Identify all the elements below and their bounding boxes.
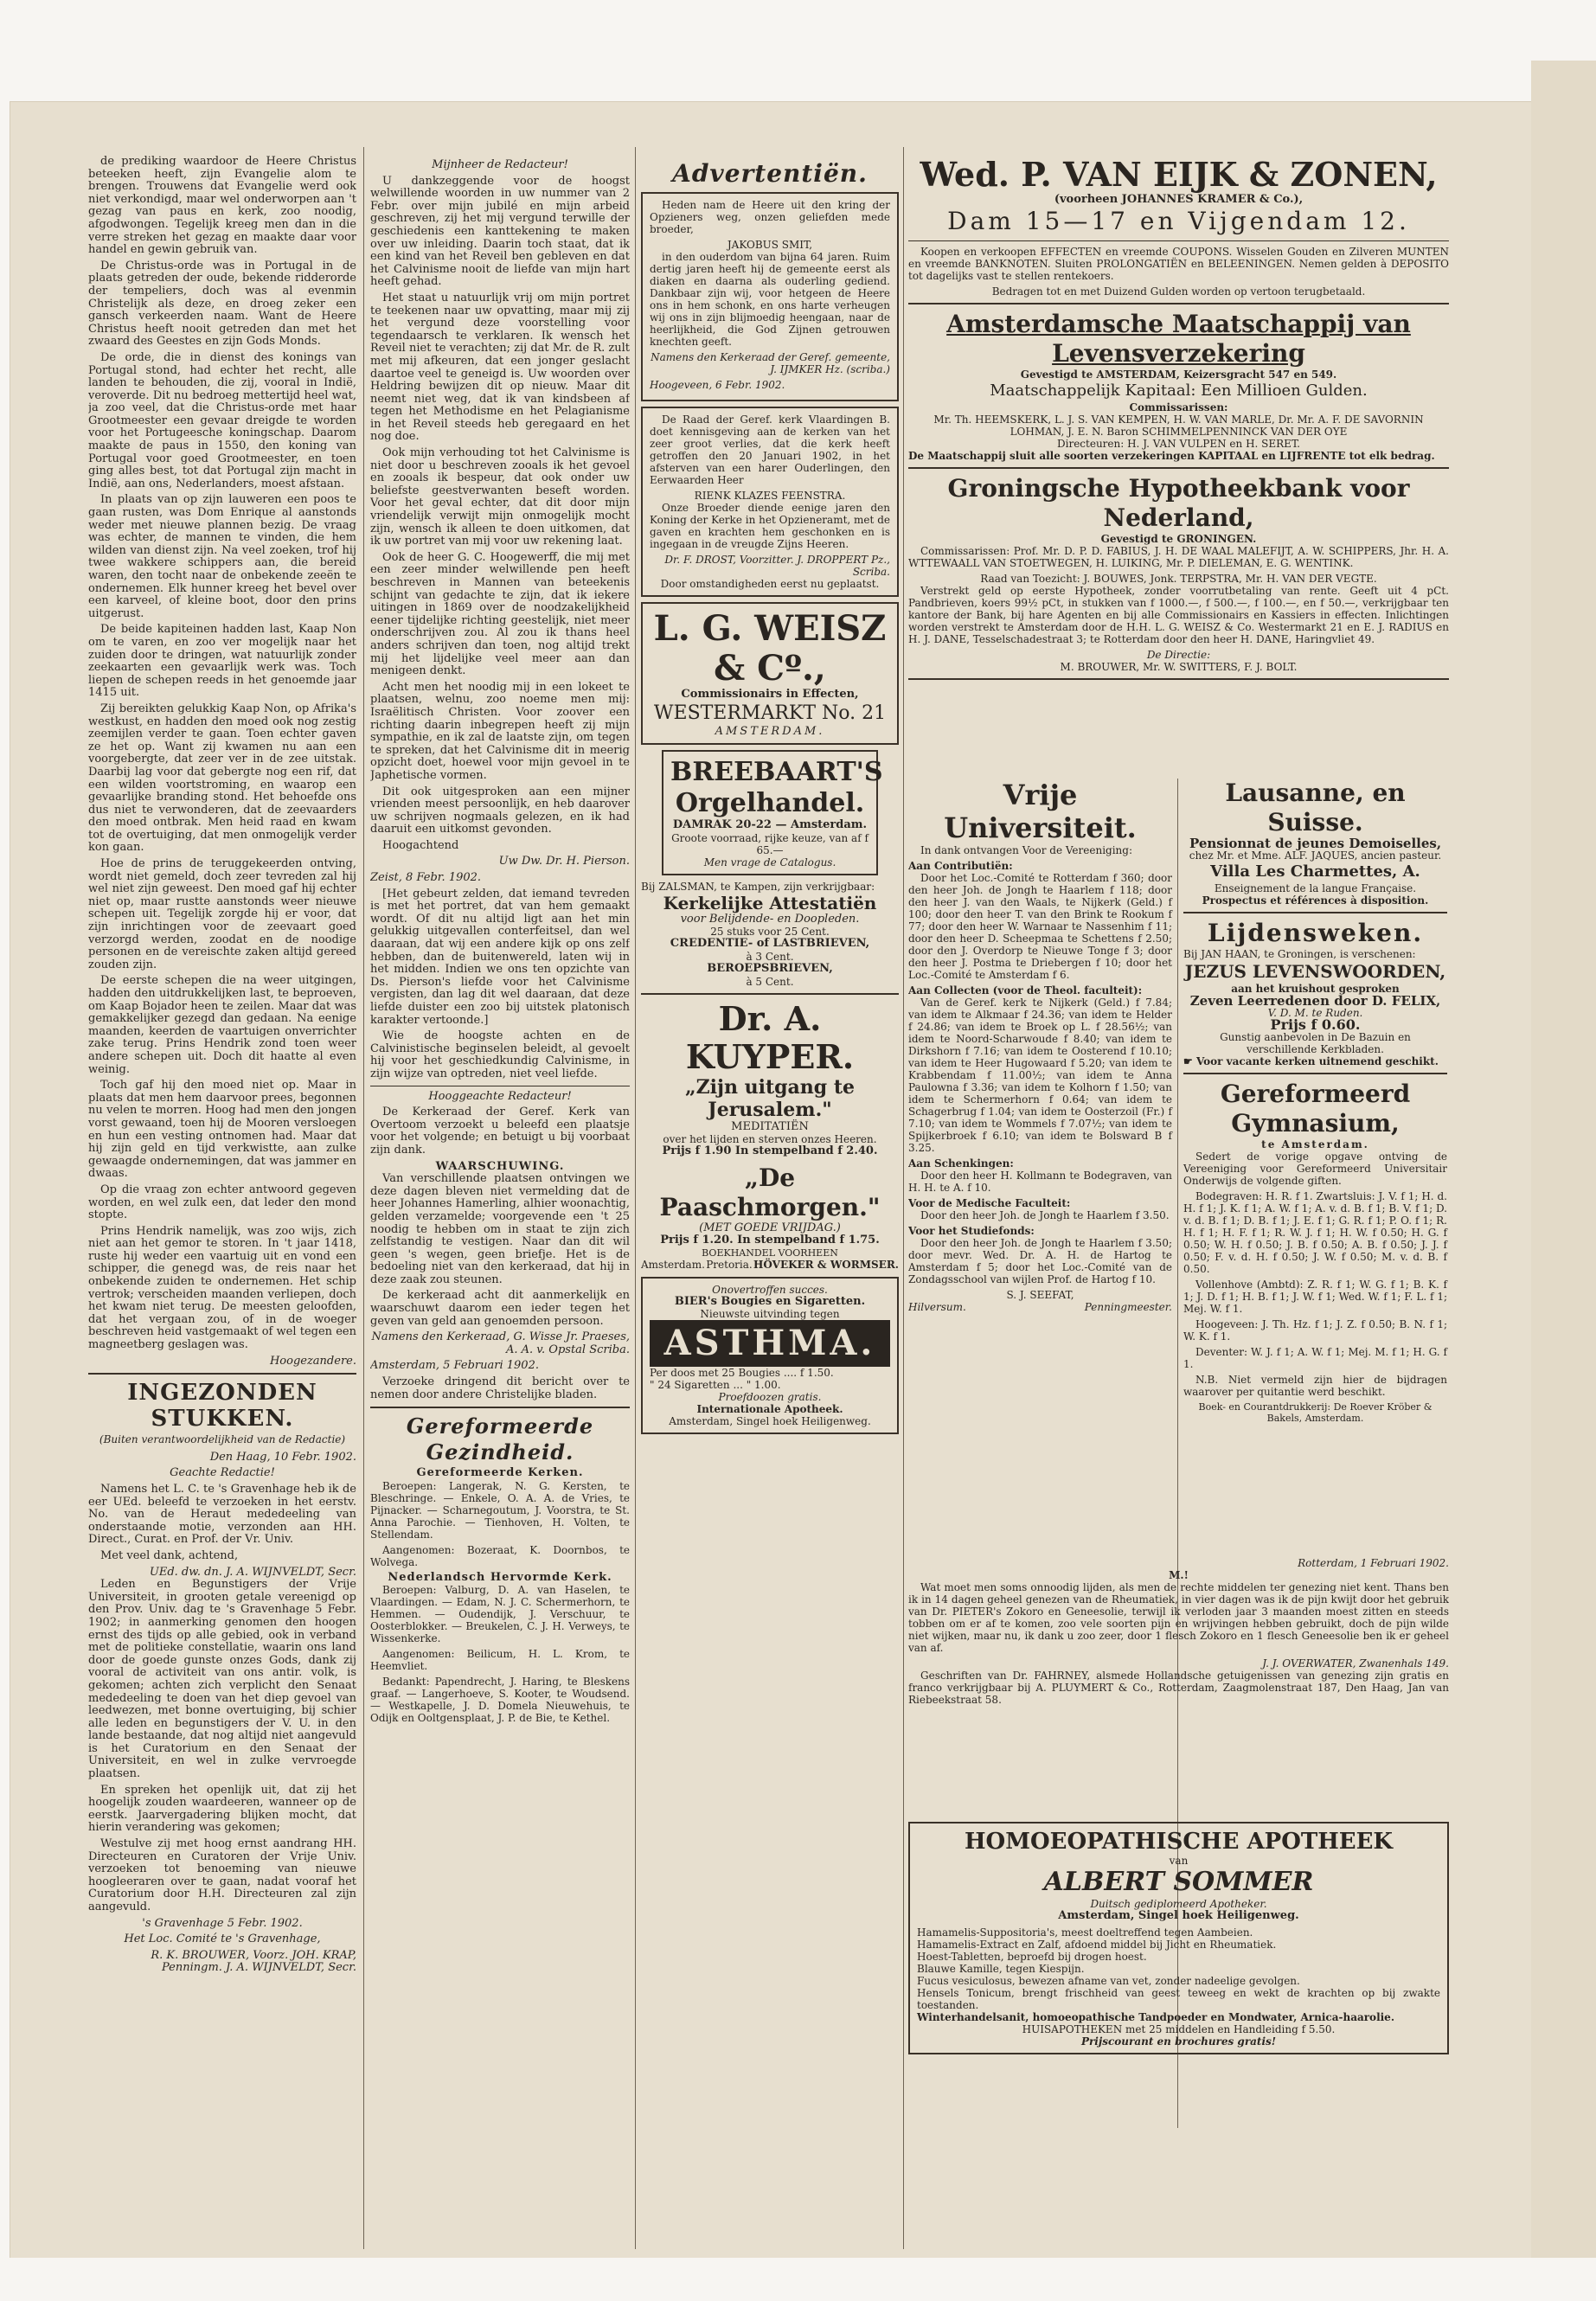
advertisements-heading: Advertentiën. (672, 159, 868, 188)
ad-credentie-price: à 3 Cent. (746, 950, 794, 963)
ad-eijk-text: Koopen en verkoopen EFFECTEN en vreemde COUPONS. Wisselen Gouden en Zilveren MUNTEN en vreemde BANKNOTEN. Sluiten PROLONGATIËN en BELEENINGEN. Nemen gelden à DEPOSITO tot dagelijks vast te stellen rentekoers. (908, 245, 1449, 282)
ad-gymnasium-sub: te Amsterdam. (1261, 1138, 1369, 1150)
page-bottom-margin (0, 2258, 1596, 2301)
zokoro-text: Geschriften van Dr. FAHRNEY, alsmede Hollandsche getuigenissen van genezing zijn gratis en franco verkrijgbaar bij A. PLUYMERT & Co., Rotterdam, Zaagmolenstraat 187, Den Haag, Jan van Riebeekstraat 58. (908, 1670, 1449, 1706)
ad-lijdensweken-sub: aan het kruishout gesproken (1231, 983, 1400, 995)
notice-signature: Dr. F. DROST, Voorzitter. J. DROPPERT Pz., Scriba. (664, 554, 890, 578)
ad-eijk-sub: (voorheen JOHANNES KRAMER & Co.), (1054, 193, 1304, 206)
gymnasium-text: Sedert de vorige opgave ontving de Vereeniging voor Gereformeerd Universitair Onderwijs de volgende giften. (1183, 1150, 1447, 1187)
ad-amsterdamsche-sub: Gevestigd te AMSTERDAM, Keizersgracht 547 en 549. (1020, 368, 1337, 381)
editor-note: Wie de hoogste achten en de Calvinistische beginselen beleidt, al gevoelt hij voor het geschiedkundig Calvinisme, in zijn wijze van optreden, niet veel liefde. (370, 1029, 630, 1080)
letter-paragraph: U dankzeggende voor de hoogst welwillende woorden in uw nummer van 2 Febr. over mijn jubilé en mijn arbeid geschreven, zij het mij vergund terwille der geschiedenis een kanttekening te maken over uw inleiding. Daarin toch staat, dat ik een kind van het Reveil ben gebleven en dat het Calvinisme nooit de liefde van mijn hart heeft gehad. (370, 174, 630, 289)
article-signature: Hoogezandere. (269, 1354, 356, 1368)
article-paragraph: Op die vraag zon echter antwoord gegeven worden, en wel zulk een, dat leder den mond stopte. (88, 1183, 356, 1222)
vu-text: In dank ontvangen Voor de Vereeniging: (920, 844, 1133, 856)
editor-note: [Het gebeurt zelden, dat iemand tevreden is met het portret, dat van hem gemaakt wordt. Of dit nu altijd ligt aan het min gelukkig uitgevallen conterfeitsel, dan wel daaraan, dat wij een andere kijk op ons zelf hebben, dan de buitenwereld, laten wij in het midden. Indien we ons ten opzichte van Ds. Pierson's liefde voor het Calvinisme vergisten, dan lag dit wel daaraan, dat deze liefde duister een zoo bij uitstek platonisch karakter vertoonde.] (370, 887, 630, 1027)
ad-lausanne-text: chez Mr. et Mme. ALF. JAQUES, ancien pasteur. (1189, 849, 1442, 862)
ad-breebaart-text: Groote voorraad, rijke keuze, van af f 65.— (671, 831, 869, 856)
letter-paragraph: Ook de heer G. C. Hoogewerff, die mij met een zeer minder welwillende pen heeft beschreven in Mannen van beteekenis schijnt van gedachte te zijn, dat ik iekere uitingen in 1869 over de noodzakelijkheid eener tijdelijke richting geestelijk, niet meer onderschrijven zou. Al zou ik thans heel anders schrijven dan toen, nog altijd trekt mij het lijdelijke veel meer aan dan menigeen denkt. (370, 550, 630, 678)
article-paragraph: de prediking waardoor de Heere Christus beteeken heeft, zijn Evangelie alom te brengen. Trouwens dat Evangelie werd ook niet verkondigd, maar wel onderworpen aan 't gezag van paus en kerk, zoo noodig, afgodwongen. Tegelijk kreeg men dan in die verre streken het gezag en maakte daar voor handel en gewin gebruik van. (88, 156, 356, 257)
letter-date: Amsterdam, 5 Februari 1902. (370, 1359, 539, 1373)
ad-asthma (641, 1277, 899, 1435)
ad-weisz-address: WESTERMARKT No. 21 (653, 702, 887, 724)
ad-hoveker-city: Pretoria. (706, 1258, 753, 1271)
letter-paragraph: Hoogachtend (382, 838, 459, 852)
motion-date: 's Gravenhage 5 Febr. 1902. (142, 1916, 303, 1930)
ad-homeopathy-item: Prijscourant en brochures gratis! (1080, 2035, 1277, 2048)
notice-text: De Raad der Geref. kerk Vlaardingen B. doet kennisgeving aan de kerken van het zeer groot verlies, dat die kerk heeft getroffen den 20 Januari 1902, in het afsterven van een harer Ouderlingen, den Eerwaarden Heer (650, 413, 890, 486)
church-news: Aangenomen: Bozeraat, K. Doornbos, te Wolvega. (370, 1543, 630, 1568)
ad-breebaart-address: DAMRAK 20-22 — Amsterdam. (672, 818, 868, 832)
ad-beroep-title: BEROEPSBRIEVEN, (707, 961, 833, 975)
ad-homeopathy-van: van (1169, 1855, 1189, 1867)
article-paragraph: De beide kapiteinen hadden last, Kaap Non om te varen, en zoo ver mogelijk naar het zuiden door te dringen, wat natuurlijk zonder zeekaarten een gevaarlijk werk was. Toch liepen de schepen reeds in het genoemde jaar 1415 uit. (88, 623, 356, 700)
ad-groningsche-sub: Gevestigd te GRONINGEN. (1100, 532, 1257, 545)
ad-breebaart (662, 750, 883, 875)
ad-attest-title: Kerkelijke Attestatiën (663, 892, 877, 913)
letter-paragraph: Met veel dank, achtend, (100, 1548, 239, 1562)
ad-paasch-title: „De Paaschmorgen." (659, 1163, 881, 1221)
warning-heading: WAARSCHUWING. (435, 1159, 565, 1173)
ad-lijdensweken-book: JEZUS LEVENSWOORDEN, (1184, 961, 1446, 982)
ad-asthma-top: Onovertroffen succes. (712, 1283, 828, 1296)
ad-weisz-city: AMSTERDAM. (715, 724, 825, 738)
adjacent-page-edge (1531, 61, 1596, 2301)
ad-hoveker-city: Amsterdam. (641, 1258, 705, 1271)
ad-kuyper-sub: MEDITATIËN (731, 1119, 809, 1133)
ad-homeopathy-title: HOMOEOPATHISCHE APOTHEEK (964, 1829, 1393, 1855)
vu-sigline (908, 1301, 1172, 1313)
vu-text: Van de Geref. kerk te Nijkerk (Geld.) f 7.84; van idem te Alkmaar f 24.36; van idem te Helder f 24.86; van idem te Broek op L. f 28.56½; van idem te Noord-Scharwoude f 8.40; van idem te Dirkshorn f 7.16; van idem te Oosterend f 10.10; van idem te Heer Hugowaard f 5.20; van idem te Krabbendam f 11.00½; van idem te Anna Paulowna f 3.36; van idem te Kolhorn f 1.50; van idem te Schermerhorn f 0.64; van idem te Schagerbrug f 1.04; van idem te Oosterzoil (Fr.) f 7.10; van idem te Wommels f 7.07½; van idem te Spijkerbroek f 6.10; van idem te Bolsward B f 3.25. (908, 997, 1172, 1154)
ad-breebaart-name: BREEBAART'S (670, 757, 883, 788)
notice-note: Door omstandigheden eerst nu geplaatst. (660, 578, 880, 590)
ad-asthma-address: Amsterdam, Singel hoek Heiligenweg. (669, 1415, 871, 1428)
ad-beroep-price: à 5 Cent. (746, 975, 794, 988)
ad-breebaart-product: Orgelhandel. (675, 788, 865, 819)
letter-paragraph: De Kerkeraad der Geref. Kerk van Overtoom verzoekt u beleefd een plaatsje voor het volgende; en betuigt u bij voorbaat zijn dank. (370, 1106, 630, 1157)
letter-salutation: Mijnheer de Redacteur! (432, 158, 568, 171)
letter-paragraph: De kerkeraad acht dit aanmerkelijk en waarschuwt daarom een ieder tegen het geven van geld aan genoemden persoon. (370, 1289, 630, 1328)
ad-lausanne-text: Prospectus et références à disposition. (1202, 894, 1429, 907)
letter-paragraph: Van verschillende plaatsen ontvingen we deze dagen bleven niet vermelding dat de heer Johannes Hamerling, alhier woonachtig, gelden verzamelde; voorgevende een 't 25 noodig te hebben om in staat te zijn zich zelfstandig te vestigen. Naar dan dit wil geen 's wegen, geen briefje. Het is de bedoeling niet van den kerkeraad, dat hij in deze zaak zou steunen. (370, 1172, 630, 1286)
ad-amsterdamsche-directors: Directeuren: H. J. VAN VULPEN en H. SERET. (1057, 437, 1300, 450)
motion-committee: Het Loc. Comité te 's Gravenhage, (124, 1932, 321, 1946)
ad-hoveker (641, 1259, 899, 1272)
ad-homeopathy-item: Winterhandelsanit, homoeopathische Tandpoeder en Mondwater, Arnica-haarolie. (917, 2010, 1394, 2023)
ad-eijk-text2: Bedragen tot en met Duizend Gulden worden op vertoon terugbetaald. (991, 285, 1366, 298)
article-paragraph: De orde, die in dienst des konings van Portugal stond, had echter het recht, alle landen te behouden, die zij, vooral in Indië, veroverde. Dit nu bedroeg mettertijd heel wat, ja zoo veel, dat die Christus-orde met haar Grootmeester een gevaar dreigde te worden voor het Portugeesche koningschap. Daarom maakte de paus in 1550, den koning van Portugal voor goed Grootmeester, en toen ging alles best, tot dat Portugal zijn macht in Indië, aan ons, Nederlanders, moest afstaan. (88, 350, 356, 490)
letter-salutation: Hooggeachte Redacteur! (428, 1089, 572, 1103)
column-4 (908, 156, 1449, 2258)
zokoro-signature: J. J. OVERWATER, Zwanenhals 149. (1262, 1657, 1449, 1670)
vu-signature: S. J. SEEFAT, (1006, 1289, 1074, 1301)
ad-homeopathy-address: Amsterdam, Singel hoek Heiligenweg. (1058, 1909, 1299, 1922)
ad-asthma-brand: BIER's Bougies en Sigaretten. (674, 1294, 866, 1308)
ad-credentie-title: CREDENTIE- of LASTBRIEVEN, (670, 937, 870, 951)
letter-paragraph: Het staat u natuurlijk vrij om mijn portret te teekenen naar uw opvatting, maar mij zij het vergund deze voorstelling voor tegendaarsch te verklaren. Ik wensch het Reveil niet te verachten; zij dat Mr. de R. zult met mij afkeuren, dat een jonger geslacht daartoe veel te geneigd is. Uw woorden over Heldring bewijzen dit op nieuw. Maar dit neemt niet weg, dat ik van kindsbeen af tegen het Methodisme en het Pelagianisme in het Reveil steeds heb geregaard en het nog doe. (370, 291, 630, 444)
ad-paasch-price: Prijs f 1.20. In stempelband f 1.75. (660, 1234, 880, 1247)
vu-heading: Aan Schenkingen: (908, 1157, 1014, 1170)
ad-lijdensweken-text: Bij JAN HAAN, te Groningen, is verschenen: (1183, 948, 1416, 960)
ad-homeopathy-item: Hamamelis-Suppositoria's, meest doeltreffend tegen Aambeien. (917, 1926, 1253, 1939)
ad-asthma-note: Proefdoozen gratis. (718, 1391, 822, 1404)
article-paragraph: Toch gaf hij den moed niet op. Maar in plaats dat men hem daarvoor prees, begonnen nu velen te morren. Hoog had men den jongen vorst gewaand, toen hij de Mooren versloegen en hun een vesting ontnomen had. Maar dat hij zijn geld en tijd verkwistte, aan zulke gewaagde ondernemingen, dat was jammer en dwaas. (88, 1079, 356, 1181)
ad-homeopathy (908, 1822, 1449, 2054)
ad-groningsche-text: Raad van Toezicht: J. BOUWES, Jonk. TERPSTRA, Mr. H. VAN DER VEGTE. (980, 572, 1377, 585)
divider (908, 303, 1449, 304)
divider (641, 993, 899, 995)
motion-signature: R. K. BROUWER, Voorz. JOH. KRAP, Penningm. J. A. WIJNVELDT, Secr. (151, 1948, 356, 1975)
ad-lijdensweken-sub2: Zeven Leerredenen door D. FELIX, (1189, 993, 1441, 1009)
section-heading: INGEZONDEN STUKKEN. (127, 1380, 317, 1433)
letter-paragraph: Acht men het noodig mij in een lokeet te plaatsen, welnu, zoo noeme men mij: Israëlitisch Christen. Voor zoover een richting daarin inbegrepen heeft zij mijn sympathie, en ik zal de laatste zijn, om tegen te spreken, dat het Calvinisme dit in meerig opzicht doet, hoewel voor mijn gevoel in te Japhetische vormen. (370, 680, 630, 782)
section-subheading: (Buiten verantwoordelijkheid van de Redactie) (99, 1433, 346, 1446)
column-1 (88, 156, 356, 2258)
ad-kuyper-text: over het lijden en sterven onzes Heeren. (663, 1133, 877, 1146)
column-3 (641, 156, 899, 2258)
ad-attest-price: 25 stuks voor 25 Cent. (710, 926, 830, 939)
vu-place: Hilversum. (908, 1301, 966, 1313)
ad-homeopathy-item: Blauwe Kamille, tegen Kiespijn. (917, 1962, 1085, 1975)
article-paragraph: Zij bereikten gelukkig Kaap Non, op Afrika's westkust, en hadden den moed ook nog zestig zeemijlen verder te gaan. Toen echter gaven ze het op. Want zij kwamen nu aan een voorgebergte, dat zeer ver in de zee uitstak. Daarbij lag voor dat gebergte nog een rif, dat een wilden voortstroming, en waarop een gevaarlijke branding stond. Het behoefde ons dus niet te verwonderen, dat de zeevaarders den moed ontbrak. Men heid raad en kwam tot de overtuiging, dat men onmogelijk verder kon gaan. (88, 702, 356, 855)
ad-groningsche-sig: M. BROUWER, Mr. W. SWITTERS, F. J. BOLT. (1060, 660, 1298, 673)
ad-amsterdamsche-text: De Maatschappij sluit alle soorten verzekeringen KAPITAAL en LIJFRENTE tot elk bedrag. (908, 449, 1435, 462)
death-notice (641, 407, 899, 597)
vu-heading: Aan Collecten (voor de Theol. faculteit): (908, 984, 1143, 997)
ad-amsterdamsche-capital: Maatschappelijk Kapitaal: Een Millioen Gulden. (990, 381, 1368, 400)
letter-signature: Uw Dw. Dr. H. Pierson. (498, 855, 630, 868)
divider (88, 1373, 356, 1375)
ad-amsterdamsche-members: Mr. Th. HEEMSKERK, L. J. S. VAN KEMPEN, H. W. VAN MARLE, Dr. Mr. A. F. DE SAVORNIN LOHMAN, J. E. N. Baron SCHIMMELPENNINCK VAN DER OYE (933, 413, 1424, 438)
right-ads (1183, 779, 1447, 1424)
ad-homeopathy-item: Hoest-Tabletten, beproefd bij drogen hoest. (917, 1950, 1147, 1963)
vu-role: Penningmeester. (1084, 1301, 1172, 1313)
ad-kuyper-title: „Zijn uitgang te Jerusalem." (684, 1075, 856, 1121)
zokoro-text: Wat moet men soms onnoodig lijden, als men de rechte middelen ter genezing niet kent. Thans ben ik in 14 dagen geheel genezen van de Rheumatiek, in vier dagen was ik de pijn kwijt door het gebruik van Dr. PIETER's Zokoro en Geneesolie, terwijl ik verloden jaar 3 maanden moest zitten en steeds tobben om er af te komen, zoo vele soorten pijn en wrijvingen hebben gebruikt, doch de pijn wilde niet wijken, maar nu, ik dank u zoo zeer, door 1 flesch Zokoro en 1 flesch Geneesolie ben ik er geheel van af. (908, 1581, 1449, 1654)
column-rule (635, 147, 636, 2249)
ad-weisz (641, 602, 899, 745)
divider (1183, 1073, 1447, 1074)
notice-name: RIENK KLAZES FEENSTRA. (694, 490, 846, 502)
letter-date: Den Haag, 10 Febr. 1902. (209, 1450, 356, 1464)
letter-paragraph: Ook mijn verhouding tot het Calvinisme is niet door u beschreven zooals ik het gevoel en zooals ik bespeur, dat ook onder uw beliefste geestverwanten beseft worden. Voor het geval echter, dat dit door mijn vriendelijk verwijt mijn onmogelijk mocht zijn, wensch ik alleen te doen uitkomen, dat ik uw portret van mij voor uw rekening laat. (370, 446, 630, 548)
ad-gymnasium-title: Gereformeerd Gymnasium, (1220, 1080, 1411, 1138)
divider (908, 678, 1449, 680)
ad-hoveker-label: BOEKHANDEL VOORHEEN (702, 1247, 838, 1259)
ad-weisz-name: L. G. WEISZ & Cº., (653, 608, 887, 689)
ad-homeopathy-item: Hensels Tonicum, brengt frischheid van geest teweeg en wekt de krachten op bij zwakte toestanden. (917, 1986, 1440, 2011)
ad-asthma-sub: Nieuwste uitvinding tegen (700, 1308, 840, 1321)
column-rule (363, 147, 364, 2249)
church-news: Bedankt: Papendrecht, J. Haring, te Bleskens graaf. — Langerhoeve, S. Kooter, te Woudsend. — Westkapelle, J. D. Domela Nieuwehuis, te Odijk en Ooltgensplaat, J. P. de Bie, te Kethel. (370, 1676, 630, 1725)
gymnasium-text: N.B. Niet vermeld zijn hier de bijdragen waarover per quitantie werd beschikt. (1183, 1374, 1447, 1398)
motion-paragraph: Westulve zij met hoog ernst aandrang HH. Directeuren en Curatoren der Vrije Univ. verzoeken tot benoeming van nieuwe hoogleeraren over te gaan, nadat vooraf het Curatorium door H.H. Directeuren zal zijn aangevuld. (88, 1837, 356, 1913)
letter-signature: Namens den Kerkeraad, G. Wisse Jr. Praeses, A. A. v. Opstal Scriba. (371, 1330, 630, 1356)
ad-kuyper-name: Dr. A. KUYPER. (685, 998, 855, 1076)
divider (908, 467, 1449, 469)
notice-name: JAKOBUS SMIT, (727, 239, 813, 251)
ad-lijdensweken-title: Lijdensweken. (1207, 919, 1424, 947)
zokoro-date: Rotterdam, 1 Februari 1902. (1298, 1557, 1449, 1569)
notice-text: in den ouderdom van bijna 64 jaren. Ruim dertig jaren heeft hij de gemeente eerst als diaken en daarna als ouderling gediend. Dankbaar zijn wij, voor hetgeen de Heere ons in hem schonk, en ons harte verheugen wij ons in zijn blijmoedig heengaan, naar de heerlijkheid, die God Zijnen getrouwen knechten geeft. (650, 251, 890, 348)
vu-title: Vrije Universiteit. (944, 779, 1137, 844)
ad-breebaart-catalog: Men vrage de Catalogus. (703, 856, 836, 868)
letter-salutation: Geachte Redactie! (170, 1466, 275, 1480)
ad-zalsman-intro: Bij ZALSMAN, te Kampen, zijn verkrijgbaar: (641, 880, 875, 893)
ad-homeopathy-item: Hamamelis-Extract en Zalf, afdoend middel bij Jicht en Rheumatiek. (917, 1938, 1277, 1951)
ad-homeopathy-sub: Duitsch gediplomeerd Apotheker. (1090, 1898, 1267, 1910)
church-news: Aangenomen: Beilicum, H. L. Krom, te Heemvliet. (370, 1648, 630, 1673)
zokoro-ad (908, 1557, 1449, 1709)
ad-lijdensweken-text (1183, 1055, 1447, 1067)
death-notice (641, 192, 899, 401)
ad-weisz-sub: Commissionairs in Effecten, (681, 688, 859, 701)
article-paragraph: Prins Hendrik namelijk, was zoo wijs, zich niet aan het gemor te storen. In 't jaar 1418, ruste hij weder een vaartuig uit en vond een schipper, die genegd was, de reis naar het onbekende zuiden te ondernemen. Het schip vertrok; verscheiden maanden verliepen, doch het kwam niet terug. De meesten geloofden, dat het vergaan zou, of in de woeger beschreven heid vastgemaakt of wel tegen een magneetberg geslagen was. (88, 1224, 356, 1352)
article-paragraph: De Christus-orde was in Portugal in de plaats getreden der oude, bekende ridderorde der tempeliers, doch was al evenmin Christelijk als deze, en droeg zeker een gansch verkeerden naam. Want de Heere Christus heeft nooit getreden dan met het zwaard des Geestes en zijn Gods Monds. (88, 259, 356, 349)
vu-heading: Voor het Studiefonds: (908, 1225, 1035, 1237)
ad-homeopathy-item: HUISAPOTHEKEN met 25 middelen en Handleiding f 5.50. (1022, 2022, 1336, 2035)
ad-asthma-shop: Internationale Apotheek. (696, 1403, 843, 1416)
ad-groningsche-text: Verstrekt geld op eerste Hypotheek, zonder voorrutbetaling van rente. Geeft uit 4 pCt. Pandbrieven, koers 99½ pCt, in stukken van f 1000.—, f 500.—, f 100.—, en f 50.—, verkrijgbaar ten kantore der Bank, bij hare Agenten en bij alle Commissionairs en Kassiers in effecten. Inlichtingen worden verstrekt te Amsterdam door de H.H. L. G. WEISZ & Co. Westermarkt 21 en E. J. RADIUS en H. J. DANE, Tesselschadestraat 3; te Rotterdam door den heer H. DANE, Haringvliet 49. (908, 584, 1449, 645)
gymnasium-text: Deventer: W. J. f 1; A. W. f 1; Mej. M. f 1; H. G. f 1. (1183, 1346, 1447, 1370)
ad-eijk-address: Dam 15—17 en Vijgendam 12. (947, 206, 1410, 235)
pointing-hand-icon: ☛ (1183, 1055, 1196, 1067)
subsection-heading: Nederlandsch Hervormde Kerk. (388, 1570, 612, 1584)
ad-lijdensweken-price: Prijs f 0.60. (1270, 1016, 1361, 1033)
motion-paragraph: Leden en Begunstigers der Vrije Universiteit, in grooten getale vereenigd op den Prov. Univ. dag te 's Gravenhage 5 Febr. 1902; in aanmerking genomen den hoogen ernst des tijds op alle gebied, ook in verband met de politieke constellatie, waarin ons land door de goede gunste onzes Gods, dank zij vooral de activiteit van ons antir. volk, is gekomen; achten zich verplicht den Senaat mededeeling te doen van het diep gevoel van leedwezen, met bonne overtuiging, bij schier alle leden en begunstigers der V. U. in den lande bestaande, dat nog altijd niet aangevuld is het Curatorium en den Senaat der Universiteit, en wel in zulke vervroegde plaatsen. (88, 1578, 356, 1781)
ad-groningsche-dir: De Directie: (1146, 648, 1211, 661)
ad-paasch-sub: (MET GOEDE VRIJDAG.) (699, 1221, 841, 1234)
ad-asthma-word: ASTHMA. (650, 1320, 890, 1367)
vu-text: Door den heer Joh. de Jongh te Haarlem f 3.50; door mevr. Wed. Dr. A. H. de Hartog te Amsterdam f 5; door het Loc.-Comité van de Zondagsschool van wijlen Prof. de Hartog f 10. (908, 1237, 1172, 1285)
printer-imprint: Boek- en Courantdrukkerij: De Roever Kröber & Bakels, Amsterdam. (1198, 1401, 1433, 1424)
ad-lijdensweken-note: Voor vacante kerken uitnemend geschikt. (1195, 1055, 1439, 1067)
section-heading: Gereformeerde Gezindheid. (406, 1413, 594, 1465)
church-news: Beroepen: Langerak, N. G. Kersten, te Bleschringe. — Enkele, O. A. A. de Vries, te Pijnacker. — Scharnegoutum, J. Voorstra, te St. Anna Parochie. — Tienhoven, H. Volten, te Stellendam. (370, 1479, 630, 1541)
top-ads (908, 156, 1449, 685)
church-news: Beroepen: Valburg, D. A. van Haselen, te Vlaardingen. — Edam, N. J. C. Schermerhorn, te Hemmen. — Oudendijk, J. Verschuur, te Oosterblokker. — Breukelen, C. J. H. Verweys, te Wissenkerke. (370, 1584, 630, 1645)
letter-signature: UEd. dw. dn. J. A. WIJNVELDT, Secr. (149, 1565, 356, 1579)
ad-eijk-name: Wed. P. VAN EIJK & ZONEN, (920, 156, 1438, 194)
zokoro-salutation: M.! (1169, 1569, 1189, 1581)
notice-text: Heden nam de Heere uit den kring der Opzieners weg, onzen geliefden mede broeder, (650, 199, 890, 235)
ad-lijdensweken-text: Gunstig aanbevolen in De Bazuin en verschillende Kerkbladen. (1220, 1031, 1411, 1055)
notice-date: Hoogeveen, 6 Febr. 1902. (650, 379, 785, 391)
ad-asthma-price: " 24 Sigaretten ... " 1.00. (650, 1379, 781, 1392)
ad-amsterdamsche-comm: Commissarissen: (1129, 401, 1228, 413)
vu-text: Door den heer Joh. de Jongh te Haarlem f 3.50. (920, 1209, 1170, 1221)
ad-lausanne-text: Enseignement de la langue Française. (1214, 882, 1417, 894)
notice-text: Onze Broeder diende eenige jaren den Koning der Kerke in het Opzieneramt, met de gaven en krachten hem geschonken en is ingegaan in de vreugde Zijns Heeren. (650, 502, 890, 550)
notice-signature: Namens den Kerkeraad der Geref. gemeente, J. IJMKER Hz. (scriba.) (651, 351, 890, 375)
ad-amsterdamsche-title: Amsterdamsche Maatschappij van Levensverzekering (946, 309, 1411, 368)
vu-heading: Voor de Medische Faculteit: (908, 1197, 1071, 1209)
ad-attest-sub: voor Belijdende- en Doopleden. (680, 912, 860, 926)
ad-homeopathy-list (917, 1926, 1440, 2048)
letter-paragraph: Namens het L. C. te 's Gravenhage heb ik de eer UEd. beleefd te verzoeken in het eerstv. No. van de Heraut mededeeling van onderstaande motie, verzonden aan HH. Direct., Curat. en Prof. der Vr. Univ. (88, 1483, 356, 1547)
letter-paragraph: Verzoeke dringend dit bericht over te nemen door andere Christelijke bladen. (370, 1375, 630, 1401)
ad-lijdensweken-sub3: V. D. M. te Ruden. (1267, 1007, 1363, 1019)
ad-lausanne-title: Lausanne, en Suisse. (1225, 779, 1406, 836)
motion-paragraph: En spreken het openlijk uit, dat zij het hoogelijk zouden waardeeren, wanneer op de eerstk. Jaarvergadering blijken mocht, dat hierin verandering was gekomen; (88, 1783, 356, 1835)
column-rule (903, 147, 904, 2249)
ad-groningsche-text: Commissarissen: Prof. Mr. D. P. D. FABIUS, J. H. DE WAAL MALEFIJT, A. W. SCHIPPERS, Jhr. H. A. WTTEWAALL VAN STOETWEGEN, H. LUIKING, Mr. P. DIELEMAN, E. G. WENTINK. (908, 544, 1449, 569)
ad-lausanne-villa: Villa Les Charmettes, A. (1210, 862, 1420, 881)
article-paragraph: Hoe de prins de teruggekeerden ontving, wordt niet gemeld, doch zeer tevreden zal hij wel niet zijn geweest. Den moed gaf hij echter niet op, maar rustte aanstonds weer nieuwe schepen uit. Tegelijk zorgde hij er voor, dat zijn inrichtingen voor de zeevaart goed verzorgd werden, zoodat en de noodige personen en de vereischte zaken altijd gereed zouden zijn. (88, 857, 356, 971)
subsection-heading: Gereformeerde Kerken. (416, 1466, 584, 1480)
vu-text: Door den heer H. Kollmann te Bodegraven, van H. H. te A. f 10. (908, 1170, 1172, 1194)
vu-donations (908, 779, 1172, 1313)
vu-text: Door het Loc.-Comité te Rotterdam f 360; door den heer Joh. de Jongh te Haarlem f 118; door den heer J. van den Waals, te Nijkerk (Geld.) f 100; door den heer T. van den Brink te Rookum f 77; door den heer W. Warnaar te Nassenhim f 11; door den heer D. Scheepmaa te Schettens f 2.50; door den J. Overdorp te Nieuwe Tonge f 3; door den heer J. Postma te Driebergen f 10; door het Loc.-Comité te Amsterdam f 6. (908, 872, 1172, 981)
divider (1183, 912, 1447, 913)
letter-paragraph: Dit ook uitgesproken aan een mijner vrienden meest persoonlijk, en heb daarover uw schrijven nogmaals gelezen, en ik had daaruit een uitkomst gevonden. (370, 785, 630, 836)
gymnasium-text: Bodegraven: H. R. f 1. Zwartsluis: J. V. f 1; H. d. H. f 1; J. K. f 1; A. W. f 1; A. v. d. B. f 1; B. V. f 1; D. v. d. B. f 1; D. B. f 1; J. E. f 1; G. R. f 1; P. O. f 1; R. H. f 1; H. F. f 1; R. W. J. f 1; H. W. f 0.50; H. G. f 0.50; W. H. f 0.50; J. B. f 0.50; A. B. f 0.50; J. J. f 0.50; F. v. d. H. f 0.50; J. W. f 0.50; M. v. d. B. f 0.50. (1183, 1190, 1447, 1275)
ad-lausanne-sub: Pensionnat de jeunes Demoiselles, (1189, 836, 1442, 851)
vu-heading: Aan Contributiën: (908, 860, 1013, 872)
ad-asthma-price: Per doos met 25 Bougies .... f 1.50. (650, 1367, 834, 1380)
divider (908, 240, 1449, 241)
article-paragraph: In plaats van op zijn lauweren een poos te gaan rusten, was Dom Enrique al aanstonds weder met nieuwe plannen bezig. De vraag was echter, de mannen te vinden, die hem wilden van dienst zijn. Na veel zoeken, trof hij twee wakkere schippers aan, die bereid waren, den tocht naar de onbekende zeeën te ondernemen. Elk hunner kreeg het bevel over een karveel, of kleine boot, door den prins uitgerust. (88, 493, 356, 620)
divider (370, 1407, 630, 1408)
gymnasium-text: Vollenhove (Ambtd): Z. R. f 1; W. G. f 1; B. K. f 1; J. D. f 1; H. B. f 1; J. W. f 1; Wed. W. f 1; F. L. f 1; Mej. W. f 1. (1183, 1279, 1447, 1315)
ad-homeopathy-name: ALBERT SOMMER (1043, 1867, 1314, 1897)
ad-kuyper-price: Prijs f 1.90 In stempelband f 2.40. (662, 1144, 878, 1158)
article-paragraph: De eerste schepen die na weer uitgingen, hadden den uitdrukkelijken last, te beproeven, om Kaap Bojador heen te zeilen. Maar dat was gemakkelijker gezegd dan gedaan. Na eenige maanden, keerden de vaartuigen onverrichter zake terug. Prins Hendrik zond toen weer andere schepen uit. Doch dit haatte al even weinig. (88, 974, 356, 1076)
ad-groningsche-title: Groningsche Hypotheekbank voor Nederland, (947, 473, 1410, 532)
ad-hoveker-name: HÖVEKER & WORMSER. (753, 1258, 899, 1271)
letter-date: Zeist, 8 Febr. 1902. (370, 871, 482, 885)
column-2 (370, 156, 630, 2258)
gymnasium-text: Hoogeveen: J. Th. Hz. f 1; J. Z. f 0.50; B. N. f 1; W. K. f 1. (1183, 1318, 1447, 1343)
ad-homeopathy-item: Fucus vesiculosus, bewezen afname van vet, zonder nadeelige gevolgen. (917, 1974, 1300, 1987)
